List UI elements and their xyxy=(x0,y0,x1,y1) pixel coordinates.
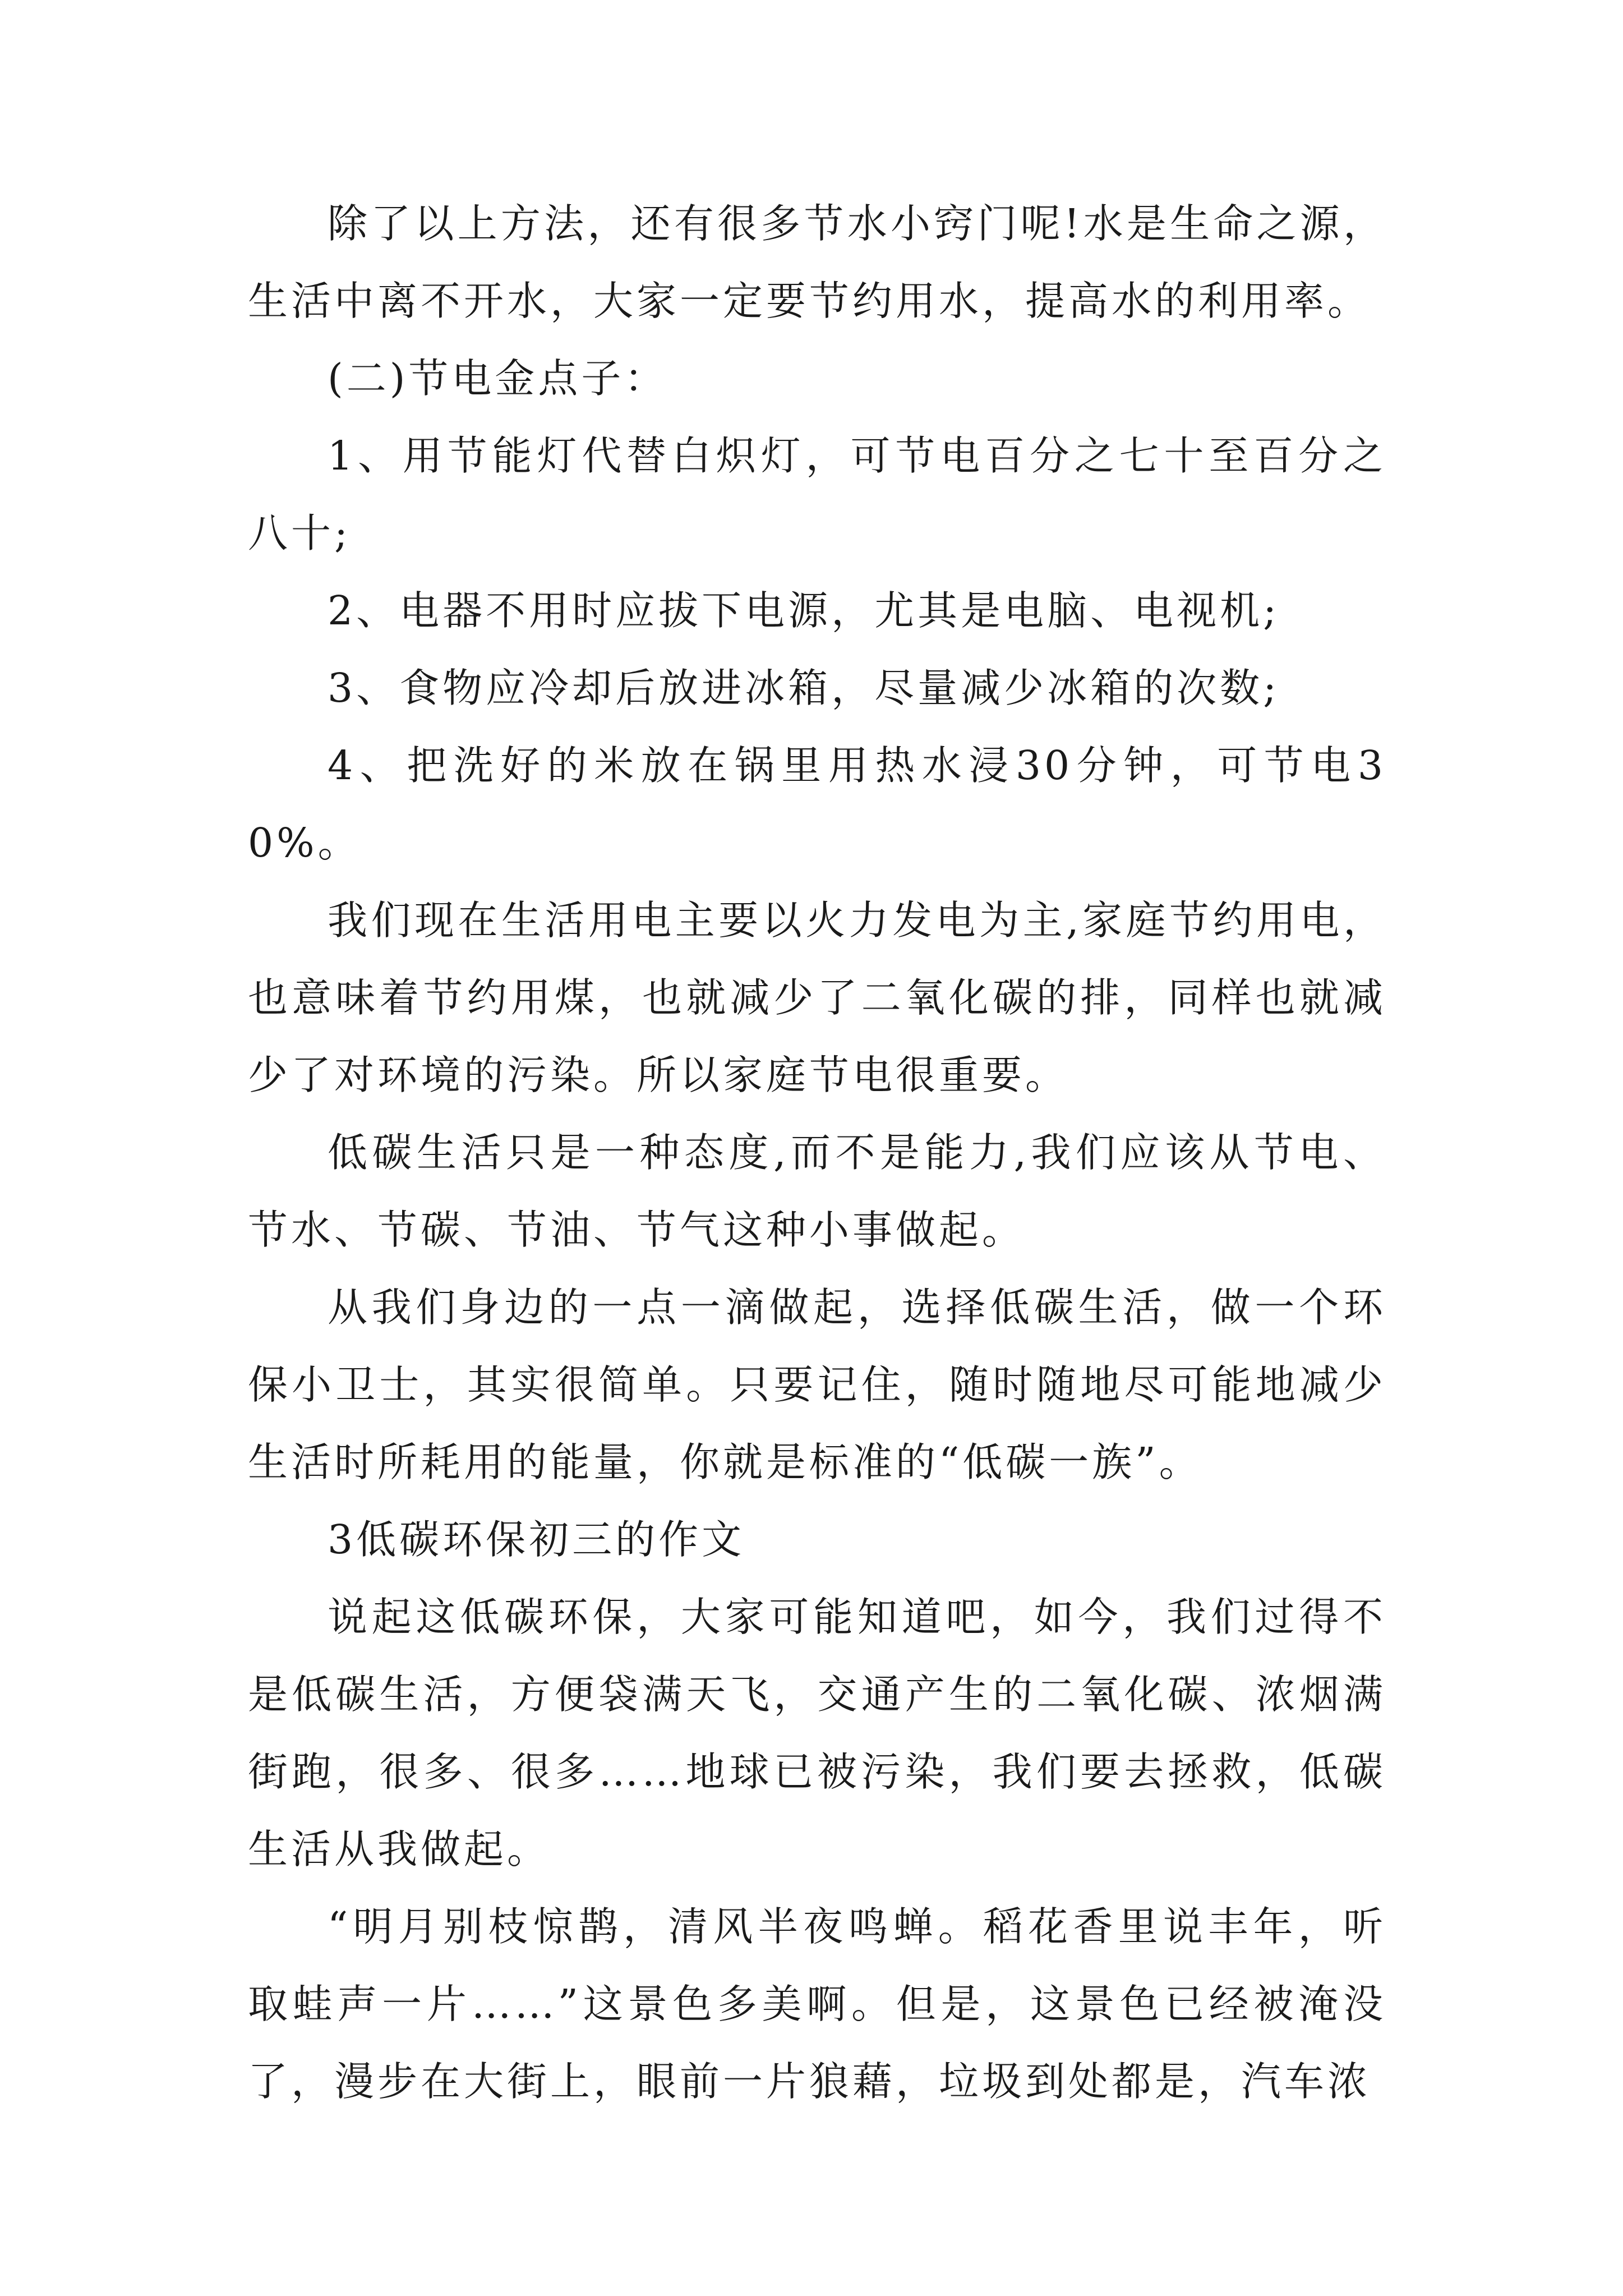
list-item: 1、用节能灯代替白炽灯，可节电百分之七十至百分之八十; xyxy=(248,432,1386,556)
list-item: 3、食物应冷却后放进冰箱，尽量减少冰箱的次数; xyxy=(328,665,1280,711)
article-title: 3低碳环保初三的作文 xyxy=(328,1516,745,1563)
section-heading: (二)节电金点子： xyxy=(328,355,668,402)
list-item: 4、把洗好的米放在锅里用热水浸30分钟，可节电30%。 xyxy=(248,742,1386,866)
list-item: 2、电器不用时应拔下电源，尤其是电脑、电视机; xyxy=(328,587,1280,634)
paragraph: “明月别枝惊鹊，清风半夜鸣蝉。稻花香里说丰年，听取蛙声一片……”这景色多美啊。但是，这景色已经被淹没了，漫步在大街上，眼前一片狼藉，垃圾到处都是，汽车浓 xyxy=(248,1903,1386,2105)
paragraph: 除了以上方法，还有很多节水小窍门呢!水是生命之源，生活中离不开水，大家一定要节约用水，提高水的利用率。 xyxy=(248,200,1386,324)
paragraph: 低碳生活只是一种态度,而不是能力,我们应该从节电、节水、节碳、节油、节气这种小事做起。 xyxy=(248,1129,1386,1253)
paragraph: 说起这低碳环保，大家可能知道吧，如今，我们过得不是低碳生活，方便袋满天飞，交通产生的二氧化碳、浓烟满街跑，很多、很多……地球已被污染，我们要去拯救，低碳生活从我做起。 xyxy=(248,1594,1386,1872)
paragraph: 从我们身边的一点一滴做起，选择低碳生活，做一个环保小卫士，其实很简单。只要记住，随时随地尽可能地减少生活时所耗用的能量，你就是标准的“低碳一族”。 xyxy=(248,1284,1386,1485)
document-body xyxy=(248,185,1386,2120)
paragraph: 我们现在生活用电主要以火力发电为主,家庭节约用电，也意味着节约用煤，也就减少了二氧化碳的排，同样也就减少了对环境的污染。所以家庭节电很重要。 xyxy=(248,897,1386,1098)
